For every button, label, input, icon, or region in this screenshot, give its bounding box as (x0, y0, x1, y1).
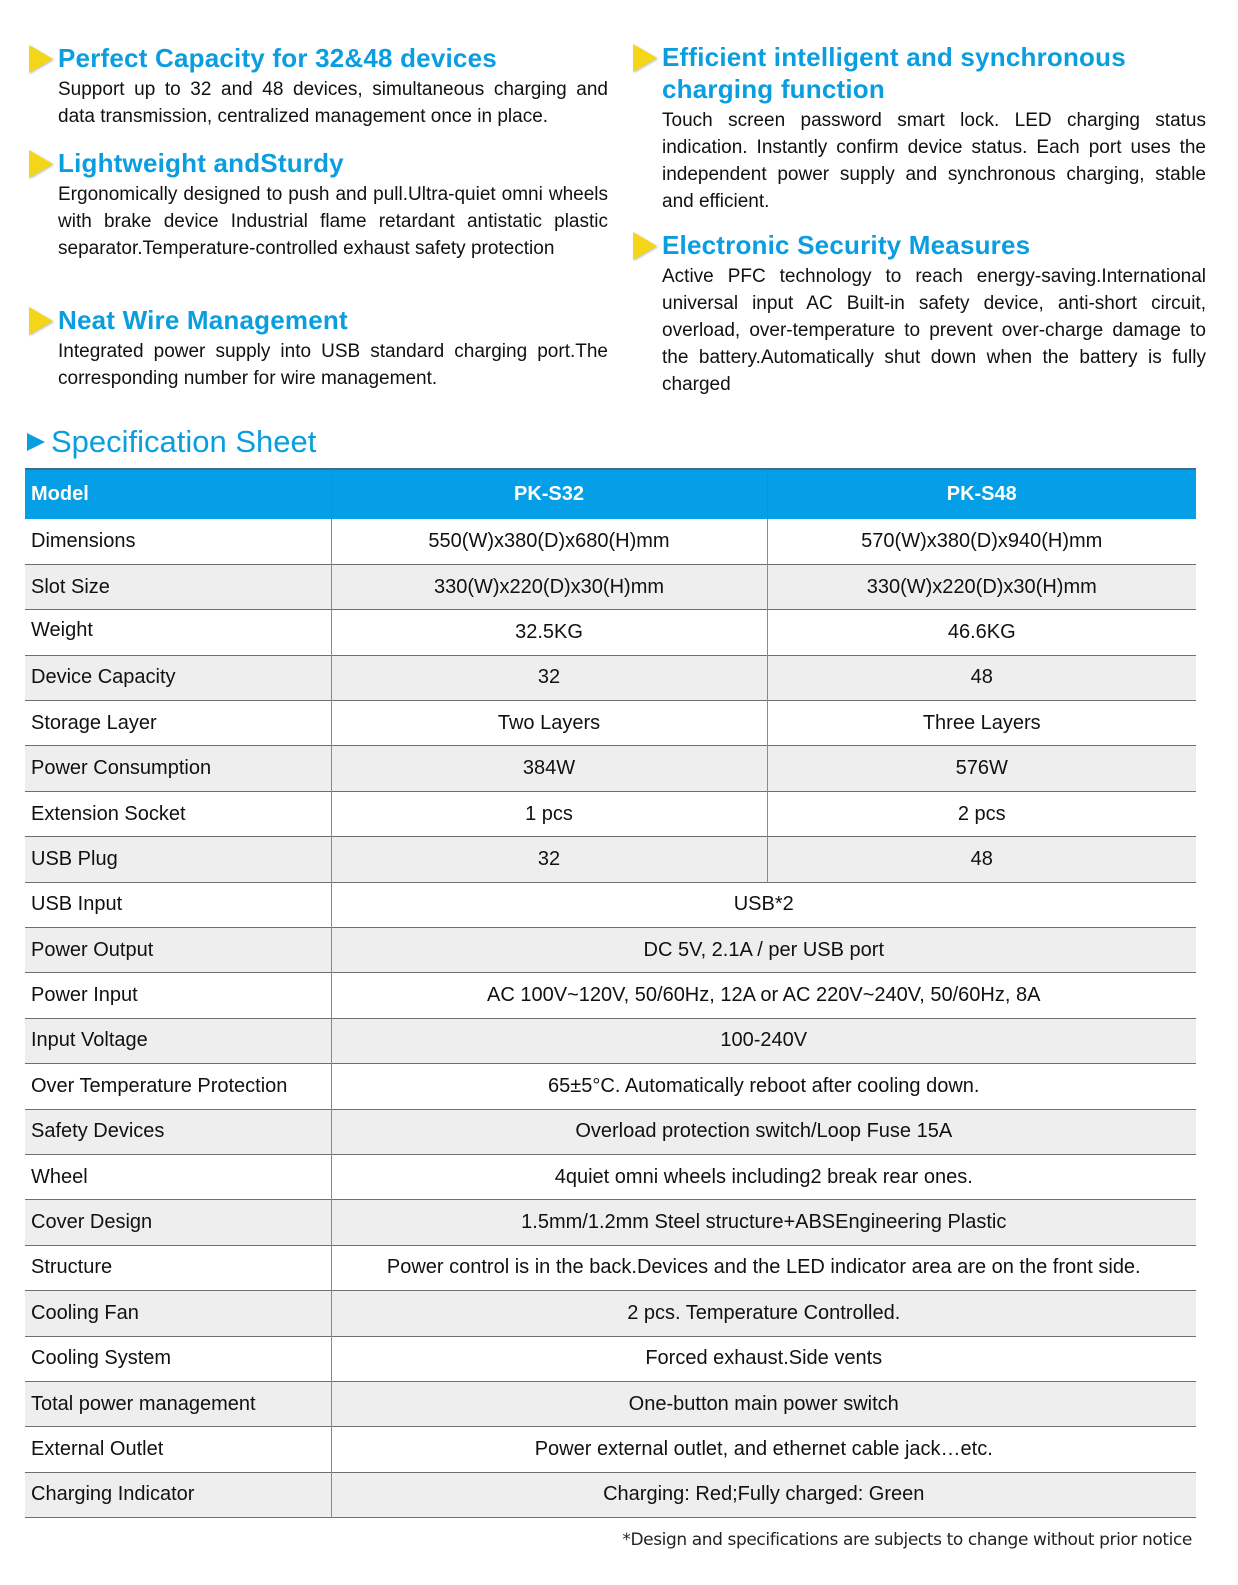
feature-electronic-security (632, 229, 1206, 398)
value-pk-s48: 576W (955, 757, 1008, 780)
spec-sheet-heading (27, 422, 316, 462)
feature-body: Active PFC technology to reach energy-saving.International universal input AC Built-in safety device, anti-short circuit, overload, over-temperature to prevent over-charge damage to the battery.Automatically shut down when the battery is fully charged (662, 266, 1206, 395)
row-label: Power Consumption (25, 746, 331, 791)
header-model: Model (25, 469, 331, 519)
table-row (25, 1336, 1196, 1381)
table-row (25, 1291, 1196, 1336)
features-section (0, 0, 1238, 410)
table-row (25, 746, 1196, 791)
value-pk-s32: 32 (331, 837, 767, 882)
value-pk-s48: 48 (970, 666, 993, 689)
value-pk-s48: 46.6KG (947, 620, 1016, 643)
table-row (25, 564, 1196, 609)
row-label: Storage Layer (25, 701, 331, 746)
row-label: Cover Design (25, 1200, 331, 1245)
feature-body: Touch screen password smart lock. LED charging status indication. Instantly confirm device status. Each port uses the independent power supply and synchronous charging, stable and efficient. (662, 110, 1206, 212)
value-shared: 65±5°C. Automatically reboot after cooling down. (548, 1074, 980, 1097)
header-pk-s32: PK-S32 (331, 469, 767, 519)
row-label: Power Input (25, 973, 331, 1018)
table-row (25, 519, 1196, 564)
value-pk-s48: 330(W)x220(D)x30(H)mm (866, 575, 1097, 598)
table-header-row (25, 469, 1196, 519)
header-pk-s48: PK-S48 (767, 469, 1196, 519)
table-row (25, 1064, 1196, 1109)
value-shared: 100-240V (720, 1029, 808, 1052)
table-row (25, 1245, 1196, 1290)
feature-perfect-capacity (28, 42, 608, 130)
value-shared: Power external outlet, and ethernet cable jack…etc. (534, 1438, 993, 1460)
feature-title: Perfect Capacity for 32&48 devices (58, 43, 497, 73)
value-shared: 1.5mm/1.2mm Steel structure+ABSEngineering Plastic (521, 1211, 1007, 1234)
table-row (25, 1472, 1196, 1517)
table-row (25, 701, 1196, 746)
table-row (25, 1427, 1196, 1472)
value-shared: One-button main power switch (628, 1392, 899, 1415)
value-pk-s32: Two Layers (331, 701, 767, 746)
value-shared: Charging: Red;Fully charged: Green (603, 1483, 925, 1506)
yellow-triangle-bullet-icon (28, 44, 54, 74)
feature-body: Support up to 32 and 48 devices, simultaneous charging and data transmission, centralized management once in place. (58, 79, 608, 127)
row-label: USB Plug (25, 837, 331, 882)
feature-neat-wire-management (28, 304, 608, 392)
table-row (25, 655, 1196, 700)
table-row (25, 610, 1196, 655)
row-label: External Outlet (25, 1427, 331, 1472)
disclaimer-footnote: *Design and specifications are subjects to change without prior notice (622, 1530, 1192, 1550)
row-label: Safety Devices (25, 1109, 331, 1154)
row-label: Total power management (25, 1381, 331, 1426)
row-label: Dimensions (25, 519, 331, 564)
table-row (25, 1154, 1196, 1199)
feature-title: Electronic Security Measures (662, 230, 1031, 260)
row-label: Input Voltage (25, 1018, 331, 1063)
feature-body: Integrated power supply into USB standard charging port.The corresponding number for wire management. (58, 341, 608, 389)
row-label: Cooling System (25, 1336, 331, 1381)
yellow-triangle-bullet-icon (632, 231, 658, 261)
row-label: Device Capacity (25, 655, 331, 700)
yellow-triangle-bullet-icon (28, 149, 54, 179)
value-shared: 2 pcs. Temperature Controlled. (627, 1301, 901, 1324)
feature-title: Efficient intelligent and synchronous charging function (662, 42, 1126, 104)
feature-title: Lightweight andSturdy (58, 148, 344, 178)
row-label: Weight (25, 610, 331, 655)
value-shared: DC 5V, 2.1A / per USB port (643, 938, 884, 961)
feature-body: Ergonomically designed to push and pull.Ultra-quiet omni wheels with brake device Industrial flame retardant antistatic plastic separator.Temperature-controlled exhaust safety protection (58, 184, 608, 259)
yellow-triangle-bullet-icon (28, 306, 54, 336)
value-shared: AC 100V~120V, 50/60Hz, 12A or AC 220V~240V, 50/60Hz, 8A (487, 984, 1041, 1007)
spec-table (25, 468, 1196, 1518)
table-row (25, 973, 1196, 1018)
row-label: Charging Indicator (25, 1472, 331, 1517)
value-pk-s32: 1 pcs (331, 791, 767, 836)
value-shared: Forced exhaust.Side vents (645, 1347, 883, 1370)
value-shared: USB*2 (733, 893, 794, 916)
value-pk-s48: 48 (970, 847, 993, 870)
blue-play-triangle-icon (27, 432, 45, 452)
yellow-triangle-bullet-icon (632, 43, 658, 73)
value-pk-s32: 384W (331, 746, 767, 791)
row-label: Extension Socket (25, 791, 331, 836)
row-label: USB Input (25, 882, 331, 927)
value-pk-s32: 330(W)x220(D)x30(H)mm (331, 564, 767, 609)
table-row (25, 1200, 1196, 1245)
value-pk-s48: Three Layers (922, 711, 1041, 734)
row-label: Slot Size (25, 564, 331, 609)
table-row (25, 928, 1196, 973)
value-shared: Overload protection switch/Loop Fuse 15A (575, 1120, 953, 1143)
row-label: Cooling Fan (25, 1291, 331, 1336)
value-pk-s32: 32 (331, 655, 767, 700)
feature-title: Neat Wire Management (58, 305, 348, 335)
value-pk-s32: 550(W)x380(D)x680(H)mm (331, 519, 767, 564)
table-row (25, 837, 1196, 882)
table-row (25, 882, 1196, 927)
table-row (25, 1109, 1196, 1154)
feature-efficient-charging (632, 41, 1206, 215)
table-row (25, 1018, 1196, 1063)
table-row (25, 791, 1196, 836)
value-pk-s48: 2 pcs (957, 802, 1006, 825)
table-row (25, 1381, 1196, 1426)
spec-sheet-title: Specification Sheet (51, 424, 317, 459)
value-pk-s32: 32.5KG (331, 610, 767, 655)
value-shared: 4quiet omni wheels including2 break rear ones. (554, 1165, 973, 1188)
row-label: Wheel (25, 1154, 331, 1199)
feature-lightweight-sturdy (28, 147, 608, 262)
row-label: Power Output (25, 928, 331, 973)
row-label: Structure (25, 1245, 331, 1290)
value-shared: Power control is in the back.Devices and the LED indicator area are on the front side. (386, 1256, 1141, 1279)
value-pk-s48: 570(W)x380(D)x940(H)mm (861, 529, 1103, 552)
row-label: Over Temperature Protection (25, 1064, 331, 1109)
